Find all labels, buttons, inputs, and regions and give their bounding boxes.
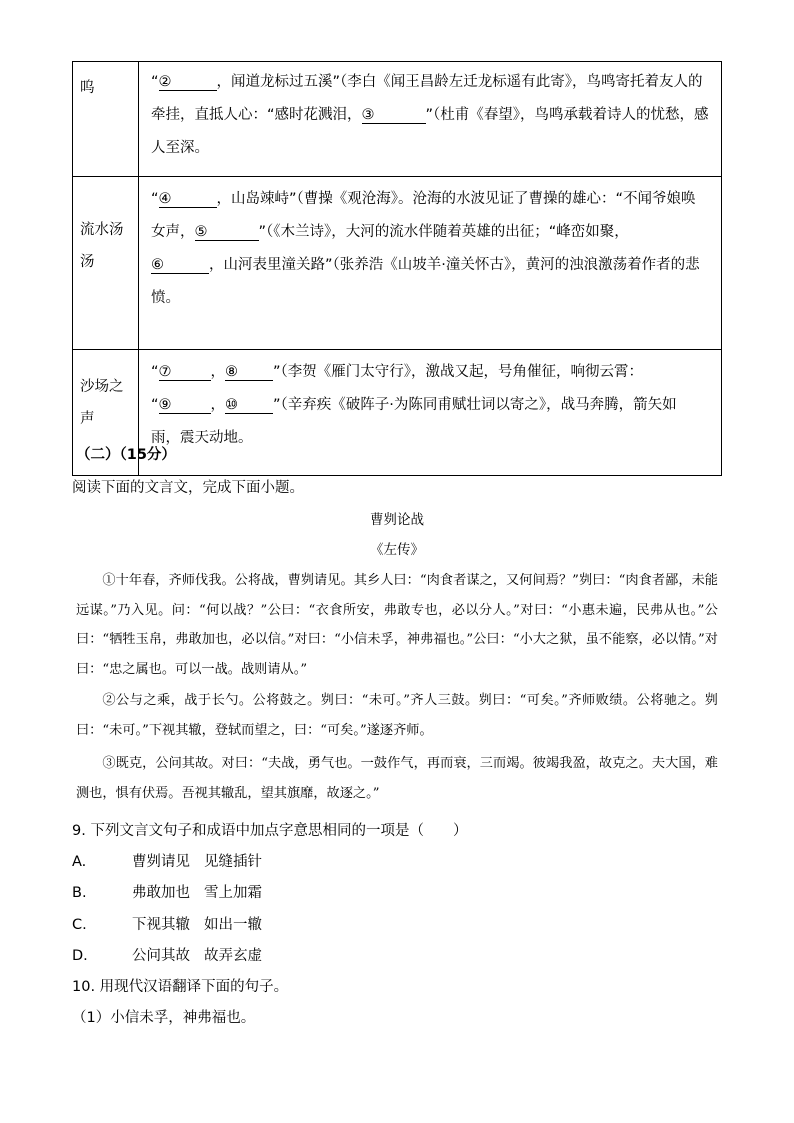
blank-7[interactable]: ⑦ — [159, 364, 211, 381]
blank-2[interactable]: ② — [159, 74, 217, 91]
blank-6[interactable]: ⑥ — [151, 257, 209, 274]
option-d[interactable]: D. 公问其故 故弄玄虚 — [72, 948, 262, 964]
content-line: ⑥ ，山河表里潼关路”（张养浩《山坡羊·潼关怀古》，黄河的浊浪激荡着作者的悲 — [151, 257, 700, 273]
passage-source: 《左传》 — [370, 542, 424, 558]
passage-paragraph-3: ③既克，公问其故。对曰：“夫战，勇气也。一鼓作气，再而衰，三而竭。彼竭我盈，故克之。夫大国，难测也，惧有伏焉。吾视其辙乱，望其旗靡，故逐之。” — [76, 756, 718, 801]
blank-5[interactable]: ⑤ — [195, 224, 259, 241]
content-line: “⑨ ，⑩ ”（辛弃疾《破阵子·为陈同甫赋壮词以寄之》，战马奔腾，箭矢如 — [151, 397, 677, 413]
row-content — [139, 350, 722, 476]
passage-paragraph-1: ①十年春，齐师伐我。公将战，曹刿请见。其乡人曰：“肉食者谋之，又何间焉？”刿曰：“肉食者鄙，未能远谋。”乃入见。问：“何以战？”公曰：“衣食所安，弗敢专也，必以分人。”对曰：“小惠未遍，民弗从也。”公曰：“牺牲玉帛，弗敢加也，必以信。”对曰：“小信未孚，神弗福也。”公曰：“小大之狱，虽不能察，必以情。”对曰：“忠之属也。可以一战。战则请从。” — [76, 573, 718, 677]
content-line: “⑦ ，⑧ ”（李贺《雁门太守行》，激战又起，号角催征，响彻云霄： — [151, 364, 644, 380]
table-row — [73, 177, 722, 350]
content-line: 雨，震天动地。 — [151, 430, 253, 446]
row-label: 流水汤 汤 — [73, 177, 139, 350]
content-line: 愤。 — [151, 290, 180, 306]
option-a[interactable]: A. 曹刿请见 见缝插针 — [72, 854, 262, 870]
content-line: 牵挂，直抵人心：“感时花溅泪，③ ”（杜甫《春望》，鸟鸣承载着诗人的忧愁，感 — [151, 107, 709, 123]
section-heading: （二）（15分） — [76, 447, 176, 463]
blank-4[interactable]: ④ — [159, 191, 217, 208]
content-line: “② ，闻道龙标过五溪”（李白《闻王昌龄左迁龙标遥有此寄》，鸟鸣寄托着友人的 — [151, 74, 703, 90]
blank-10[interactable]: ⑩ — [225, 397, 273, 414]
row-label: 沙场之 声 — [73, 350, 139, 476]
row-content — [139, 62, 722, 177]
question-9-stem: 9. 下列文言文句子和成语中加点字意思相同的一项是（ ） — [72, 823, 468, 839]
option-b[interactable]: B. 弗敢加也 雪上加霜 — [72, 885, 262, 901]
blank-8[interactable]: ⑧ — [225, 364, 273, 381]
passage-paragraph-2: ②公与之乘，战于长勺。公将鼓之。刿曰：“未可。”齐人三鼓。刿曰：“可矣。”齐师败绩。公将驰之。刿曰：“未可。”下视其辙，登轼而望之，曰：“可矣。”遂逐齐师。 — [76, 693, 718, 738]
table-row — [73, 62, 722, 177]
content-line: 人至深。 — [151, 140, 209, 156]
section-instruction: 阅读下面的文言文，完成下面小题。 — [72, 480, 304, 496]
content-line: “④ ，山岛竦峙”（曹操《观沧海》。沧海的水波见证了曹操的雄心：“不闻爷娘唤 — [151, 191, 696, 207]
poetry-fill-table — [72, 61, 722, 476]
blank-9[interactable]: ⑨ — [159, 397, 211, 414]
question-10-stem: 10. 用现代汉语翻译下面的句子。 — [72, 979, 289, 995]
row-content — [139, 177, 722, 350]
passage-title: 曹刿论战 — [370, 512, 424, 528]
row-label: 呜 — [73, 62, 139, 177]
question-10-sub-1: （1）小信未孚，神弗福也。 — [72, 1010, 256, 1026]
content-line: 女声，⑤ ”（《木兰诗》，大河的流水伴随着英雄的出征；“峰峦如聚， — [151, 224, 629, 240]
option-c[interactable]: C. 下视其辙 如出一辙 — [72, 917, 262, 933]
blank-3[interactable]: ③ — [362, 107, 426, 124]
